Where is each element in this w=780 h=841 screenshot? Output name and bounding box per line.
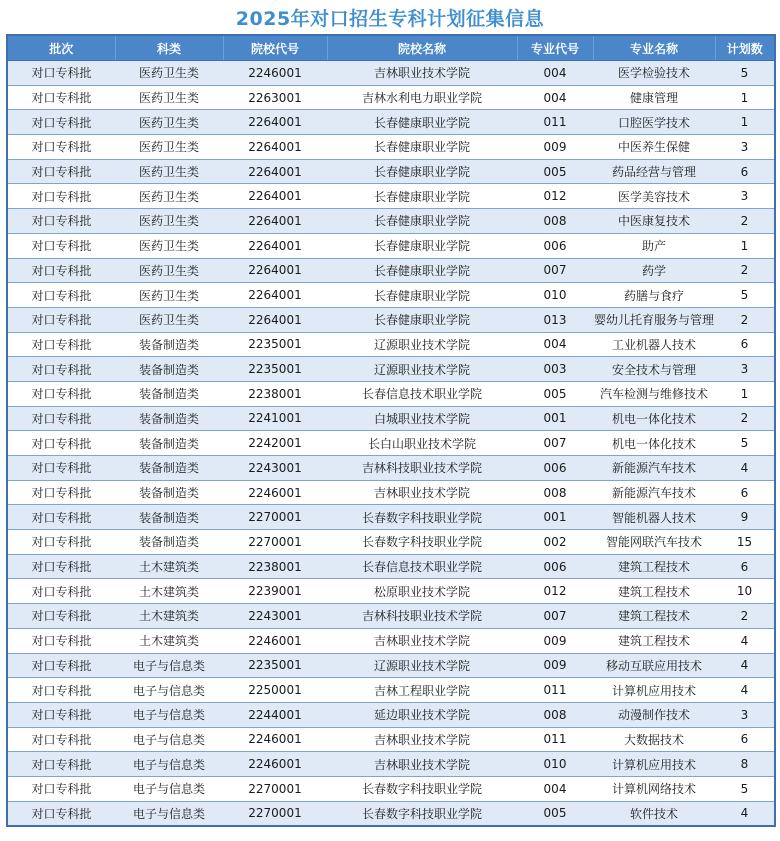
category-cell: 装备制造类 xyxy=(115,406,223,431)
major-name-cell: 软件技术 xyxy=(593,801,715,826)
batch-cell: 对口专科批 xyxy=(7,604,115,629)
major-name-cell: 中医康复技术 xyxy=(593,209,715,234)
major-code-cell: 011 xyxy=(517,110,593,135)
school-name-cell: 长春数字科技职业学院 xyxy=(327,505,517,530)
batch-cell: 对口专科批 xyxy=(7,505,115,530)
school-code-cell: 2264001 xyxy=(223,233,327,258)
category-cell: 医药卫生类 xyxy=(115,258,223,283)
plan-count-cell: 6 xyxy=(715,332,775,357)
school-name-cell: 长春健康职业学院 xyxy=(327,209,517,234)
batch-cell: 对口专科批 xyxy=(7,752,115,777)
table-row xyxy=(7,357,775,382)
category-cell: 医药卫生类 xyxy=(115,307,223,332)
plan-count-cell: 4 xyxy=(715,456,775,481)
major-code-cell: 006 xyxy=(517,456,593,481)
category-cell: 土木建筑类 xyxy=(115,579,223,604)
major-code-cell: 007 xyxy=(517,431,593,456)
plan-count-cell: 8 xyxy=(715,752,775,777)
category-cell: 医药卫生类 xyxy=(115,110,223,135)
school-code-cell: 2264001 xyxy=(223,307,327,332)
batch-cell: 对口专科批 xyxy=(7,357,115,382)
school-code-cell: 2246001 xyxy=(223,61,327,86)
major-name-cell: 建筑工程技术 xyxy=(593,604,715,629)
major-code-cell: 002 xyxy=(517,530,593,555)
major-code-cell: 005 xyxy=(517,159,593,184)
category-cell: 装备制造类 xyxy=(115,456,223,481)
major-name-cell: 健康管理 xyxy=(593,85,715,110)
major-name-cell: 医学美容技术 xyxy=(593,184,715,209)
school-name-cell: 长白山职业技术学院 xyxy=(327,431,517,456)
school-code-cell: 2264001 xyxy=(223,110,327,135)
major-code-cell: 004 xyxy=(517,61,593,86)
table-row xyxy=(7,653,775,678)
school-code-cell: 2264001 xyxy=(223,258,327,283)
school-code-cell: 2270001 xyxy=(223,801,327,826)
plan-count-cell: 4 xyxy=(715,653,775,678)
table-row xyxy=(7,110,775,135)
batch-cell: 对口专科批 xyxy=(7,702,115,727)
table-row xyxy=(7,604,775,629)
school-name-cell: 延边职业技术学院 xyxy=(327,702,517,727)
plan-count-cell: 2 xyxy=(715,209,775,234)
major-name-cell: 大数据技术 xyxy=(593,727,715,752)
school-name-cell: 长春健康职业学院 xyxy=(327,307,517,332)
school-code-cell: 2246001 xyxy=(223,727,327,752)
major-name-cell: 口腔医学技术 xyxy=(593,110,715,135)
category-cell: 装备制造类 xyxy=(115,480,223,505)
school-name-cell: 吉林工程职业学院 xyxy=(327,678,517,703)
category-cell: 装备制造类 xyxy=(115,530,223,555)
plan-count-cell: 3 xyxy=(715,357,775,382)
batch-cell: 对口专科批 xyxy=(7,332,115,357)
major-name-cell: 建筑工程技术 xyxy=(593,628,715,653)
table-row xyxy=(7,307,775,332)
plan-count-cell: 4 xyxy=(715,628,775,653)
school-code-cell: 2241001 xyxy=(223,406,327,431)
plan-count-cell: 3 xyxy=(715,135,775,160)
category-cell: 装备制造类 xyxy=(115,357,223,382)
table-header-row xyxy=(7,35,775,61)
major-code-cell: 001 xyxy=(517,505,593,530)
plan-count-cell: 1 xyxy=(715,85,775,110)
school-code-cell: 2270001 xyxy=(223,776,327,801)
major-code-cell: 005 xyxy=(517,381,593,406)
school-name-cell: 吉林职业技术学院 xyxy=(327,480,517,505)
category-cell: 装备制造类 xyxy=(115,505,223,530)
major-code-cell: 007 xyxy=(517,604,593,629)
major-name-cell: 计算机网络技术 xyxy=(593,776,715,801)
table-row xyxy=(7,283,775,308)
school-name-cell: 松原职业技术学院 xyxy=(327,579,517,604)
table-row xyxy=(7,85,775,110)
major-name-cell: 建筑工程技术 xyxy=(593,579,715,604)
batch-cell: 对口专科批 xyxy=(7,307,115,332)
category-cell: 电子与信息类 xyxy=(115,678,223,703)
school-code-cell: 2250001 xyxy=(223,678,327,703)
category-cell: 医药卫生类 xyxy=(115,135,223,160)
table-body xyxy=(7,61,775,827)
major-name-cell: 新能源汽车技术 xyxy=(593,480,715,505)
table-row xyxy=(7,776,775,801)
school-name-cell: 吉林职业技术学院 xyxy=(327,752,517,777)
batch-cell: 对口专科批 xyxy=(7,554,115,579)
plan-count-cell: 4 xyxy=(715,801,775,826)
school-code-cell: 2264001 xyxy=(223,184,327,209)
category-cell: 土木建筑类 xyxy=(115,554,223,579)
major-name-cell: 药品经营与管理 xyxy=(593,159,715,184)
page-title: 2025年对口招生专科计划征集信息 xyxy=(235,8,545,30)
plan-count-cell: 2 xyxy=(715,604,775,629)
category-cell: 装备制造类 xyxy=(115,381,223,406)
major-code-cell: 012 xyxy=(517,184,593,209)
school-code-cell: 2235001 xyxy=(223,332,327,357)
table-row xyxy=(7,480,775,505)
table-row xyxy=(7,159,775,184)
category-cell: 医药卫生类 xyxy=(115,85,223,110)
major-name-cell: 医学检验技术 xyxy=(593,61,715,86)
header-school-code: 院校代号 xyxy=(223,35,327,61)
school-name-cell: 长春信息技术职业学院 xyxy=(327,554,517,579)
batch-cell: 对口专科批 xyxy=(7,678,115,703)
school-name-cell: 长春健康职业学院 xyxy=(327,233,517,258)
plan-count-cell: 5 xyxy=(715,776,775,801)
plan-count-cell: 4 xyxy=(715,678,775,703)
school-name-cell: 长春健康职业学院 xyxy=(327,258,517,283)
major-name-cell: 计算机应用技术 xyxy=(593,752,715,777)
major-code-cell: 008 xyxy=(517,702,593,727)
school-code-cell: 2270001 xyxy=(223,530,327,555)
major-name-cell: 药膳与食疗 xyxy=(593,283,715,308)
table-row xyxy=(7,801,775,826)
table-row xyxy=(7,381,775,406)
plan-count-cell: 1 xyxy=(715,233,775,258)
school-code-cell: 2270001 xyxy=(223,505,327,530)
school-code-cell: 2264001 xyxy=(223,283,327,308)
school-name-cell: 长春健康职业学院 xyxy=(327,110,517,135)
table-row xyxy=(7,727,775,752)
category-cell: 装备制造类 xyxy=(115,431,223,456)
major-code-cell: 010 xyxy=(517,752,593,777)
category-cell: 装备制造类 xyxy=(115,332,223,357)
major-name-cell: 助产 xyxy=(593,233,715,258)
header-category: 科类 xyxy=(115,35,223,61)
school-code-cell: 2243001 xyxy=(223,456,327,481)
school-name-cell: 辽源职业技术学院 xyxy=(327,357,517,382)
major-name-cell: 安全技术与管理 xyxy=(593,357,715,382)
major-code-cell: 010 xyxy=(517,283,593,308)
major-name-cell: 汽车检测与维修技术 xyxy=(593,381,715,406)
header-batch: 批次 xyxy=(7,35,115,61)
table-row xyxy=(7,554,775,579)
plan-count-cell: 15 xyxy=(715,530,775,555)
school-name-cell: 辽源职业技术学院 xyxy=(327,332,517,357)
batch-cell: 对口专科批 xyxy=(7,61,115,86)
major-name-cell: 建筑工程技术 xyxy=(593,554,715,579)
major-code-cell: 006 xyxy=(517,233,593,258)
major-code-cell: 004 xyxy=(517,332,593,357)
batch-cell: 对口专科批 xyxy=(7,628,115,653)
school-code-cell: 2246001 xyxy=(223,628,327,653)
school-name-cell: 吉林职业技术学院 xyxy=(327,727,517,752)
major-name-cell: 智能网联汽车技术 xyxy=(593,530,715,555)
school-name-cell: 白城职业技术学院 xyxy=(327,406,517,431)
batch-cell: 对口专科批 xyxy=(7,530,115,555)
plan-count-cell: 1 xyxy=(715,381,775,406)
table-row xyxy=(7,505,775,530)
category-cell: 医药卫生类 xyxy=(115,61,223,86)
major-code-cell: 009 xyxy=(517,653,593,678)
major-name-cell: 婴幼儿托育服务与管理 xyxy=(593,307,715,332)
batch-cell: 对口专科批 xyxy=(7,85,115,110)
major-code-cell: 011 xyxy=(517,727,593,752)
plan-count-cell: 2 xyxy=(715,406,775,431)
table-row xyxy=(7,702,775,727)
school-code-cell: 2238001 xyxy=(223,554,327,579)
table-row xyxy=(7,184,775,209)
plan-count-cell: 2 xyxy=(715,307,775,332)
major-name-cell: 新能源汽车技术 xyxy=(593,456,715,481)
header-major-name: 专业名称 xyxy=(593,35,715,61)
plan-count-cell: 6 xyxy=(715,159,775,184)
category-cell: 电子与信息类 xyxy=(115,776,223,801)
category-cell: 电子与信息类 xyxy=(115,801,223,826)
table-row xyxy=(7,233,775,258)
school-code-cell: 2235001 xyxy=(223,357,327,382)
table-row xyxy=(7,456,775,481)
enrollment-plan-table xyxy=(6,34,776,827)
batch-cell: 对口专科批 xyxy=(7,406,115,431)
school-code-cell: 2238001 xyxy=(223,381,327,406)
table-row xyxy=(7,431,775,456)
batch-cell: 对口专科批 xyxy=(7,480,115,505)
school-name-cell: 长春数字科技职业学院 xyxy=(327,801,517,826)
batch-cell: 对口专科批 xyxy=(7,579,115,604)
school-code-cell: 2242001 xyxy=(223,431,327,456)
header-major-code: 专业代号 xyxy=(517,35,593,61)
school-name-cell: 长春信息技术职业学院 xyxy=(327,381,517,406)
table-row xyxy=(7,61,775,86)
school-code-cell: 2246001 xyxy=(223,752,327,777)
major-code-cell: 009 xyxy=(517,628,593,653)
plan-count-cell: 1 xyxy=(715,110,775,135)
school-code-cell: 2264001 xyxy=(223,135,327,160)
batch-cell: 对口专科批 xyxy=(7,727,115,752)
batch-cell: 对口专科批 xyxy=(7,110,115,135)
major-name-cell: 计算机应用技术 xyxy=(593,678,715,703)
major-code-cell: 005 xyxy=(517,801,593,826)
major-code-cell: 006 xyxy=(517,554,593,579)
school-code-cell: 2235001 xyxy=(223,653,327,678)
major-code-cell: 003 xyxy=(517,357,593,382)
plan-count-cell: 3 xyxy=(715,702,775,727)
major-code-cell: 004 xyxy=(517,776,593,801)
plan-count-cell: 5 xyxy=(715,431,775,456)
school-code-cell: 2263001 xyxy=(223,85,327,110)
table-row xyxy=(7,628,775,653)
school-name-cell: 长春健康职业学院 xyxy=(327,135,517,160)
plan-count-cell: 2 xyxy=(715,258,775,283)
school-code-cell: 2244001 xyxy=(223,702,327,727)
batch-cell: 对口专科批 xyxy=(7,233,115,258)
school-name-cell: 长春健康职业学院 xyxy=(327,184,517,209)
school-name-cell: 吉林职业技术学院 xyxy=(327,61,517,86)
batch-cell: 对口专科批 xyxy=(7,456,115,481)
school-code-cell: 2264001 xyxy=(223,159,327,184)
major-code-cell: 004 xyxy=(517,85,593,110)
major-code-cell: 007 xyxy=(517,258,593,283)
plan-count-cell: 5 xyxy=(715,61,775,86)
batch-cell: 对口专科批 xyxy=(7,159,115,184)
table-row xyxy=(7,209,775,234)
batch-cell: 对口专科批 xyxy=(7,209,115,234)
major-name-cell: 机电一体化技术 xyxy=(593,406,715,431)
table-row xyxy=(7,258,775,283)
category-cell: 电子与信息类 xyxy=(115,653,223,678)
category-cell: 土木建筑类 xyxy=(115,604,223,629)
batch-cell: 对口专科批 xyxy=(7,184,115,209)
school-name-cell: 吉林科技职业技术学院 xyxy=(327,604,517,629)
batch-cell: 对口专科批 xyxy=(7,258,115,283)
school-code-cell: 2239001 xyxy=(223,579,327,604)
category-cell: 土木建筑类 xyxy=(115,628,223,653)
table-row xyxy=(7,530,775,555)
major-name-cell: 药学 xyxy=(593,258,715,283)
table-row xyxy=(7,678,775,703)
school-name-cell: 吉林职业技术学院 xyxy=(327,628,517,653)
school-name-cell: 长春健康职业学院 xyxy=(327,159,517,184)
category-cell: 电子与信息类 xyxy=(115,702,223,727)
major-name-cell: 动漫制作技术 xyxy=(593,702,715,727)
plan-count-cell: 5 xyxy=(715,283,775,308)
plan-count-cell: 6 xyxy=(715,727,775,752)
major-name-cell: 移动互联应用技术 xyxy=(593,653,715,678)
plan-count-cell: 3 xyxy=(715,184,775,209)
major-code-cell: 011 xyxy=(517,678,593,703)
plan-count-cell: 10 xyxy=(715,579,775,604)
school-name-cell: 吉林水利电力职业学院 xyxy=(327,85,517,110)
category-cell: 医药卫生类 xyxy=(115,233,223,258)
major-name-cell: 中医养生保健 xyxy=(593,135,715,160)
major-code-cell: 009 xyxy=(517,135,593,160)
batch-cell: 对口专科批 xyxy=(7,431,115,456)
batch-cell: 对口专科批 xyxy=(7,381,115,406)
school-code-cell: 2246001 xyxy=(223,480,327,505)
table-row xyxy=(7,332,775,357)
category-cell: 电子与信息类 xyxy=(115,727,223,752)
school-code-cell: 2243001 xyxy=(223,604,327,629)
table-row xyxy=(7,135,775,160)
major-name-cell: 工业机器人技术 xyxy=(593,332,715,357)
batch-cell: 对口专科批 xyxy=(7,653,115,678)
school-name-cell: 长春数字科技职业学院 xyxy=(327,776,517,801)
header-plan-count: 计划数 xyxy=(715,35,775,61)
category-cell: 医药卫生类 xyxy=(115,283,223,308)
school-name-cell: 辽源职业技术学院 xyxy=(327,653,517,678)
major-code-cell: 008 xyxy=(517,209,593,234)
major-name-cell: 智能机器人技术 xyxy=(593,505,715,530)
category-cell: 医药卫生类 xyxy=(115,209,223,234)
plan-count-cell: 6 xyxy=(715,554,775,579)
header-school-name: 院校名称 xyxy=(327,35,517,61)
plan-count-cell: 6 xyxy=(715,480,775,505)
category-cell: 医药卫生类 xyxy=(115,159,223,184)
major-name-cell: 机电一体化技术 xyxy=(593,431,715,456)
batch-cell: 对口专科批 xyxy=(7,801,115,826)
major-code-cell: 001 xyxy=(517,406,593,431)
school-name-cell: 吉林科技职业技术学院 xyxy=(327,456,517,481)
table-row xyxy=(7,579,775,604)
batch-cell: 对口专科批 xyxy=(7,776,115,801)
batch-cell: 对口专科批 xyxy=(7,283,115,308)
school-name-cell: 长春数字科技职业学院 xyxy=(327,530,517,555)
major-code-cell: 013 xyxy=(517,307,593,332)
major-code-cell: 012 xyxy=(517,579,593,604)
plan-count-cell: 9 xyxy=(715,505,775,530)
category-cell: 电子与信息类 xyxy=(115,752,223,777)
major-code-cell: 008 xyxy=(517,480,593,505)
batch-cell: 对口专科批 xyxy=(7,135,115,160)
table-row xyxy=(7,752,775,777)
school-name-cell: 长春健康职业学院 xyxy=(327,283,517,308)
school-code-cell: 2264001 xyxy=(223,209,327,234)
table-row xyxy=(7,406,775,431)
category-cell: 医药卫生类 xyxy=(115,184,223,209)
